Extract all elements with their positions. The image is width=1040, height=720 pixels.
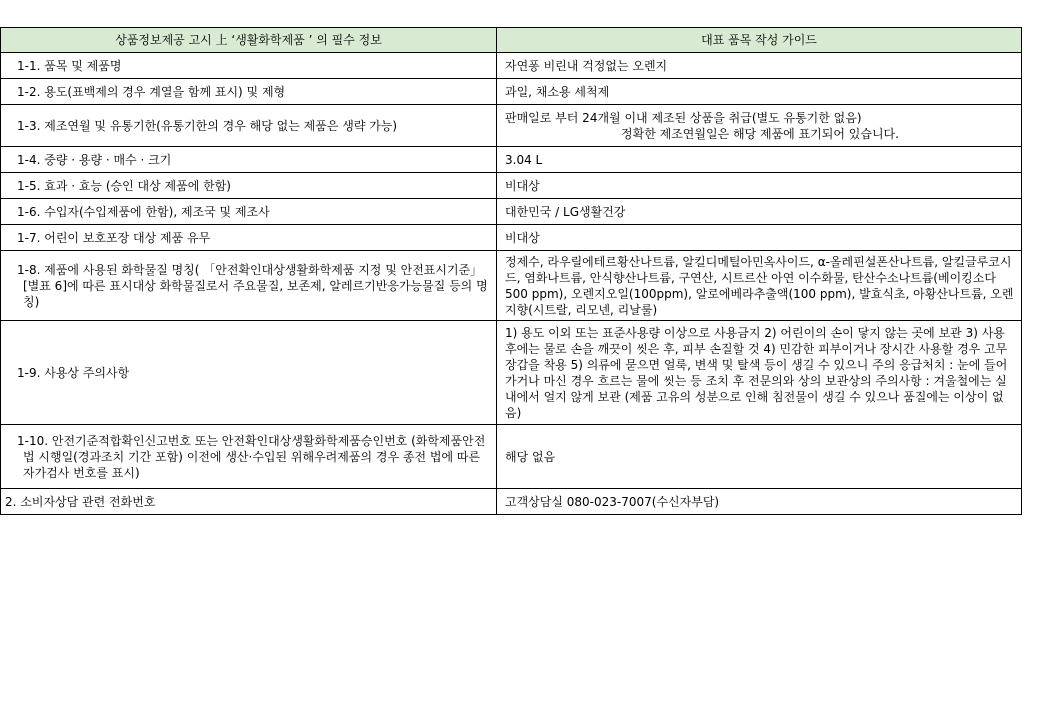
row-value: 해당 없음	[497, 425, 1022, 489]
table-header-row	[1, 28, 1022, 53]
table-row	[1, 489, 1022, 515]
row-value: 1) 용도 이외 또는 표준사용량 이상으로 사용금지 2) 어린이의 손이 닿지 않는 곳에 보관 3) 사용 후에는 물로 손을 깨끗이 씻은 후, 피부 손질할 것 4) 민감한 피부이거나 장시간 사용할 경우 고무장갑을 착용 5) 의류에 묻으면 얼룩, 변색 및 탈색 등이 생길 수 있으니 주의 응급처치 : 눈에 들어가거나 마신 경우 흐르는 물에 씻는 등 조치 후 전문의와 상의 보관상의 주의사항 : 겨울철에는 실내에서 얼지 않게 보관 (제품 고유의 성분으로 인해 침전물이 생길 수 있으나 품질에는 이상이 없음)	[497, 321, 1022, 425]
row-value: 정제수, 라우릴에테르황산나트륨, 알킬디메틸아민옥사이드, α-올레핀설폰산나트륨, 알킬글루코시드, 염화나트륨, 안식향산나트륨, 구연산, 시트르산 아연 이수화물, 탄산수소나트륨(베이킹소다 500 ppm), 오렌지오일(100ppm), 알로에베라추출액(100 ppm), 발효식초, 아황산나트륨, 오렌지향(시트랄, 리모넨, 리날룰)	[497, 251, 1022, 321]
row-value: 3.04 L	[497, 147, 1022, 173]
row-value: 고객상담실 080-023-7007(수신자부담)	[497, 489, 1022, 515]
table-row	[1, 199, 1022, 225]
table-row	[1, 79, 1022, 105]
row-label: 1-9. 사용상 주의사항	[1, 321, 497, 425]
table-row	[1, 251, 1022, 321]
row-label	[1, 425, 497, 489]
row-label: 1-7. 어린이 보호포장 대상 제품 유무	[1, 225, 497, 251]
row-label	[1, 251, 497, 321]
manufacture-note: 판매일로 부터 24개월 이내 제조된 상품을 취급(별도 유통기한 없음)	[505, 110, 862, 125]
row-label: 1-6. 수입자(수입제품에 한함), 제조국 및 제조사	[1, 199, 497, 225]
chemical-label-text: 1-8. 제품에 사용된 화학물질 명칭( 「안전확인대상생활화학제품 지정 및 안전표시기준」 [별표 6]에 따른 표시대상 화학물질로서 주요물질, 보존제, 알레르기반응가능물질 등의 명칭)	[17, 262, 488, 309]
row-label: 1-5. 효과 · 효능 (승인 대상 제품에 한함)	[1, 173, 497, 199]
row-label: 1-1. 품목 및 제품명	[1, 53, 497, 79]
approval-label-text: 1-10. 안전기준적합확인신고번호 또는 안전확인대상생활화학제품승인번호 (화학제품안전법 시행일(경과조치 기간 포함) 이전에 생산·수입된 위해우려제품의 경우 종전 법에 따른 자가검사 번호를 표시)	[17, 433, 486, 480]
table-row	[1, 173, 1022, 199]
row-value: 과일, 채소용 세척제	[497, 79, 1022, 105]
manufacture-date-note: 정확한 제조연월일은 해당 제품에 표기되어 있습니다.	[621, 126, 899, 141]
row-label: 2. 소비자상담 관련 전화번호	[1, 489, 497, 515]
header-guide: 대표 품목 작성 가이드	[497, 28, 1022, 53]
table-row	[1, 105, 1022, 147]
row-value: 대한민국 / LG생활건강	[497, 199, 1022, 225]
table-row	[1, 425, 1022, 489]
header-required-info: 상품정보제공 고시 上 ‘생활화학제품 ’ 의 필수 정보	[1, 28, 497, 53]
row-value: 비대상	[497, 173, 1022, 199]
table-row	[1, 225, 1022, 251]
row-value: 자연퐁 비린내 걱정없는 오렌지	[497, 53, 1022, 79]
table-row	[1, 321, 1022, 425]
table-row	[1, 53, 1022, 79]
product-info-table	[0, 27, 1022, 515]
row-value	[497, 105, 1022, 147]
table-row	[1, 147, 1022, 173]
row-value: 비대상	[497, 225, 1022, 251]
row-label: 1-3. 제조연월 및 유통기한(유통기한의 경우 해당 없는 제품은 생략 가능)	[1, 105, 497, 147]
row-label: 1-2. 용도(표백제의 경우 계열을 함께 표시) 및 제형	[1, 79, 497, 105]
row-label: 1-4. 중량 · 용량 · 매수 · 크기	[1, 147, 497, 173]
